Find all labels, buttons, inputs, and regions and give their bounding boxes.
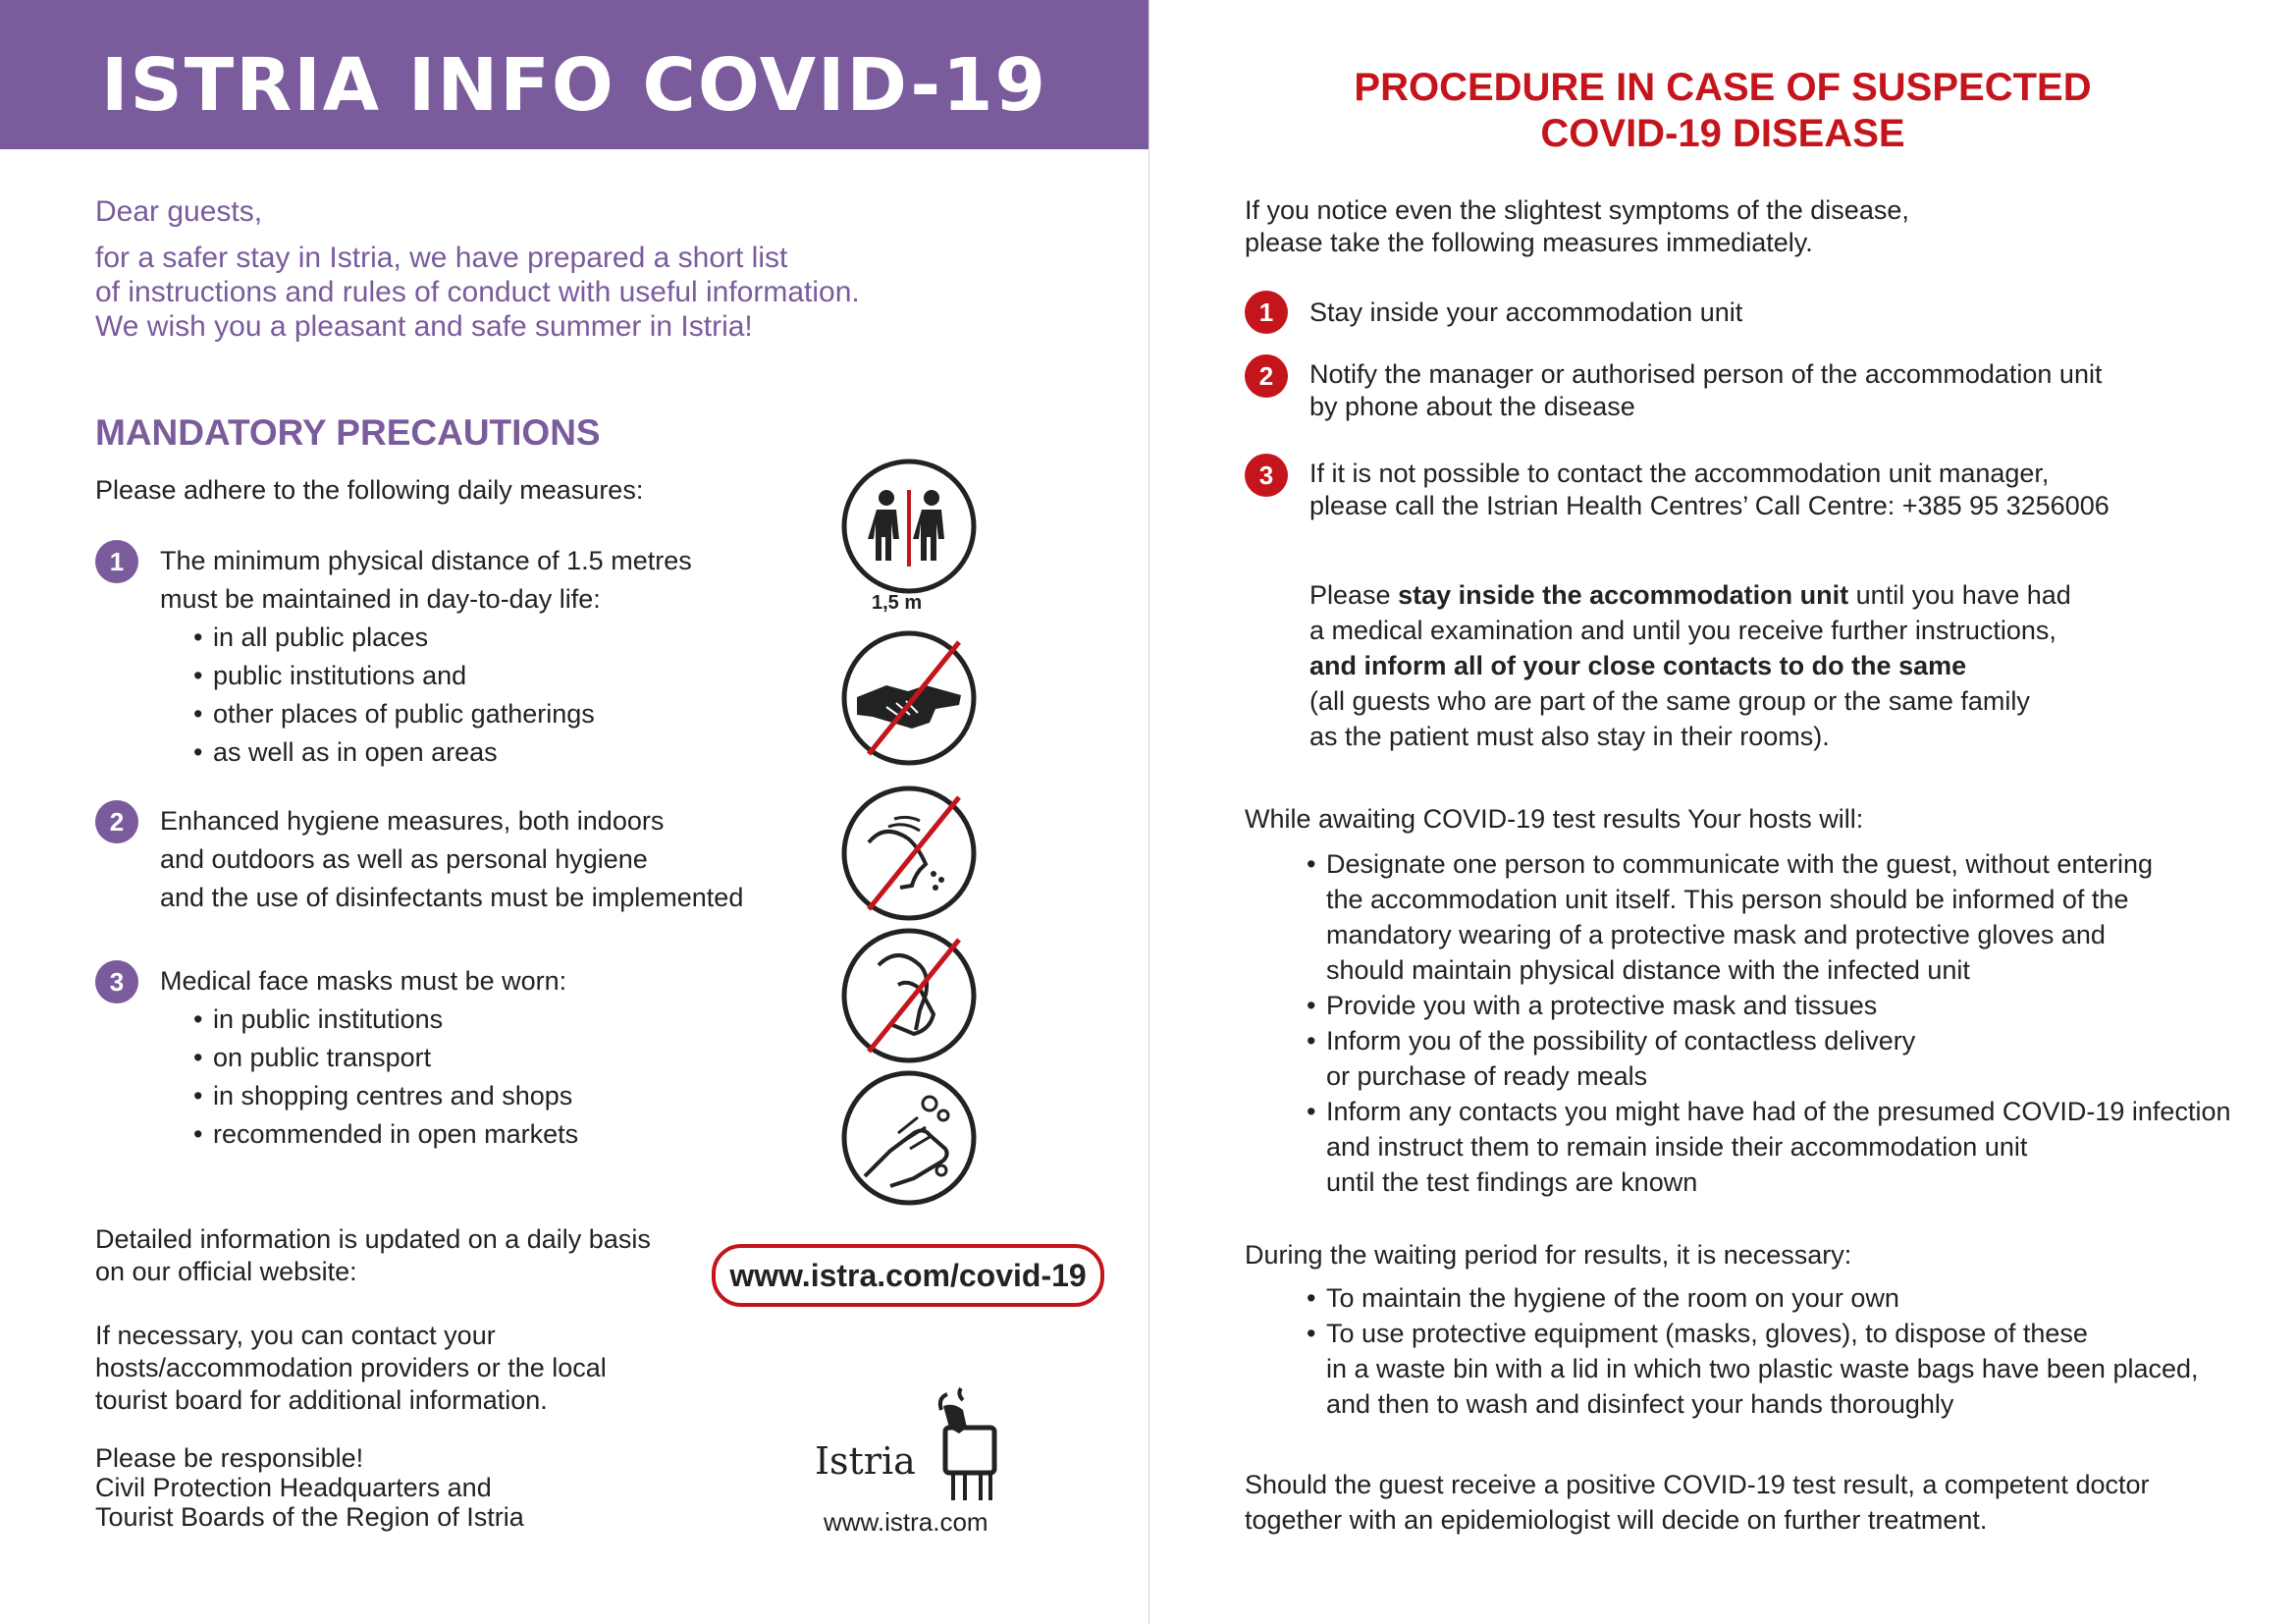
no-face-touch-icon (839, 926, 979, 1065)
host-bullet (1307, 1023, 2230, 1094)
step-line: Notify the manager or authorised person of the accommodation unit (1309, 359, 2103, 389)
item-line: and the use of disinfectants must be implemented (160, 883, 744, 912)
closing-line: together with an epidemiologist will decide on further treatment. (1245, 1505, 1988, 1535)
step-line: please call the Istrian Health Centres’ Call Centre: +385 95 3256006 (1309, 491, 2109, 520)
signature-block (95, 1443, 524, 1532)
closing-note (1245, 1467, 2149, 1538)
bullet-item: • recommended in open markets (193, 1115, 578, 1154)
stay-line: as the patient must also stay in their rooms). (1309, 722, 1830, 751)
waiting-list (1307, 1280, 2199, 1422)
host-bullet (1307, 1094, 2230, 1200)
precaution-item (160, 542, 692, 772)
bullet-line: should maintain physical distance with the infected unit (1326, 955, 1970, 985)
website-link[interactable]: www.istra.com/covid-19 (712, 1244, 1104, 1307)
procedure-title (1149, 65, 2296, 157)
bullet-line: mandatory wearing of a protective mask and protective gloves and (1326, 920, 2106, 949)
step-line: by phone about the disease (1309, 392, 1635, 421)
bullet-continuation-text: other places of public gatherings (213, 699, 595, 729)
step-badge: 1 (1245, 291, 1288, 334)
host-bullet (1307, 846, 2230, 988)
logo-website[interactable]: www.istra.com (824, 1507, 988, 1537)
header-band (0, 0, 1148, 149)
people-distance-icon (839, 457, 979, 596)
waiting-intro: During the waiting period for results, it is necessary: (1245, 1240, 1852, 1270)
no-sneeze-icon (839, 784, 979, 923)
greeting-block (95, 194, 979, 344)
no-handshake-icon (839, 628, 979, 768)
daily-info-line: Detailed information is updated on a daily basis (95, 1224, 651, 1254)
bullet-item: • on public transport (193, 1039, 578, 1077)
contact-line: hosts/accommodation providers or the local (95, 1353, 607, 1382)
step-item (1309, 358, 2102, 423)
title-line: PROCEDURE IN CASE OF SUSPECTED (1354, 66, 2092, 109)
step-line: Stay inside your accommodation unit (1309, 298, 1743, 327)
stay-line (1309, 577, 2071, 613)
item-line: The minimum physical distance of 1.5 metres (160, 546, 692, 575)
bullet-item: • in shopping centres and shops (193, 1077, 578, 1115)
number-badge: 2 (95, 800, 138, 843)
bullet-line: and instruct them to remain inside their accommodation unit (1326, 1132, 2028, 1162)
sign-line: Please be responsible! (95, 1443, 364, 1473)
greeting: Dear guests, (95, 195, 263, 228)
title-line: COVID-19 DISEASE (1540, 112, 1905, 155)
stay-line: a medical examination and until you receive further instructions, (1309, 616, 2056, 645)
bullet-line: or purchase of ready meals (1326, 1061, 1648, 1091)
greeting-line: We wish you a pleasant and safe summer in Istria! (95, 310, 753, 343)
bullet-line: • Designate one person to communicate with the guest, without entering (1326, 849, 2153, 879)
right-page (1149, 0, 2296, 1624)
symptoms-intro (1245, 194, 1909, 259)
bullet-line: • To maintain the hygiene of the room on your own (1326, 1283, 1899, 1313)
item-line: must be maintained in day-to-day life: (160, 584, 601, 614)
symptoms-line: please take the following measures immediately. (1245, 228, 1813, 257)
bullet-item: • in public institutions (193, 1001, 578, 1039)
contact-info (95, 1320, 684, 1417)
hosts-intro: While awaiting COVID-19 test results Your hosts will: (1245, 804, 1864, 834)
step-badge: 2 (1245, 354, 1288, 398)
symptoms-line: If you notice even the slightest symptoms of the disease, (1245, 195, 1909, 225)
waiting-bullet (1307, 1316, 2199, 1422)
host-bullet (1307, 988, 2230, 1023)
distance-caption: 1,5 m (872, 592, 923, 614)
bullet-line: the accommodation unit itself. This person should be informed of the (1326, 885, 2129, 914)
bullet-line: • Provide you with a protective mask and tissues (1326, 991, 1878, 1020)
item-line: Medical face masks must be worn: (160, 966, 567, 996)
istria-logo-word: Istria (815, 1439, 916, 1483)
greeting-line: of instructions and rules of conduct with useful information. (95, 276, 860, 308)
bullet-line: • Inform you of the possibility of contactless delivery (1326, 1026, 1916, 1056)
bullet-item: • as well as in open areas (193, 733, 692, 772)
stay-line: and inform all of your close contacts to do the same (1309, 651, 1967, 680)
precaution-item (160, 802, 743, 917)
closing-line: Should the guest receive a positive COVID-19 test result, a competent doctor (1245, 1470, 2150, 1499)
bullet-line: and then to wash and disinfect your hands thoroughly (1326, 1389, 1954, 1419)
greeting-line: for a safer stay in Istria, we have prepared a short list (95, 242, 788, 274)
step-item (1309, 297, 1742, 329)
number-badge: 1 (95, 540, 138, 583)
bullet-continuation (193, 695, 692, 733)
hosts-list (1307, 846, 2230, 1200)
waiting-bullet (1307, 1280, 2199, 1316)
hand-washing-icon (839, 1068, 979, 1208)
goat-logo-icon (918, 1384, 1016, 1512)
sign-line: Tourist Boards of the Region of Istria (95, 1502, 524, 1532)
contact-line: tourist board for additional information. (95, 1385, 548, 1415)
sign-line: Civil Protection Headquarters and (95, 1473, 492, 1502)
section-title: MANDATORY PRECAUTIONS (95, 412, 601, 453)
bullet-line: in a waste bin with a lid in which two plastic waste bags have been placed, (1326, 1354, 2199, 1383)
bullet-line: • Inform any contacts you might have had of the presumed COVID-19 infection (1326, 1097, 2231, 1126)
stay-text: Please (1309, 580, 1399, 610)
measures-intro: Please adhere to the following daily measures: (95, 475, 644, 505)
daily-info-line: on our official website: (95, 1257, 357, 1286)
stay-text: until you have had (1848, 580, 2071, 610)
item-line: and outdoors as well as personal hygiene (160, 844, 648, 874)
bullet-item: • public institutions and (193, 657, 692, 695)
stay-emphasis: stay inside the accommodation unit (1398, 580, 1849, 610)
contact-line: If necessary, you can contact your (95, 1321, 496, 1350)
step-item (1309, 458, 2109, 522)
precaution-item (160, 962, 578, 1154)
bullet-line: until the test findings are known (1326, 1167, 1698, 1197)
step-line: If it is not possible to contact the accommodation unit manager, (1309, 459, 2050, 488)
daily-info (95, 1223, 651, 1288)
bullet-item: • in all public places (193, 619, 692, 657)
step-badge: 3 (1245, 454, 1288, 497)
stay-inside-notice (1309, 577, 2071, 754)
stay-line: (all guests who are part of the same group or the same family (1309, 686, 2030, 716)
page-title: ISTRIA INFO COVID-19 (100, 43, 1048, 128)
number-badge: 3 (95, 960, 138, 1003)
bullet-line: • To use protective equipment (masks, gloves), to dispose of these (1326, 1319, 2088, 1348)
item-line: Enhanced hygiene measures, both indoors (160, 806, 665, 836)
